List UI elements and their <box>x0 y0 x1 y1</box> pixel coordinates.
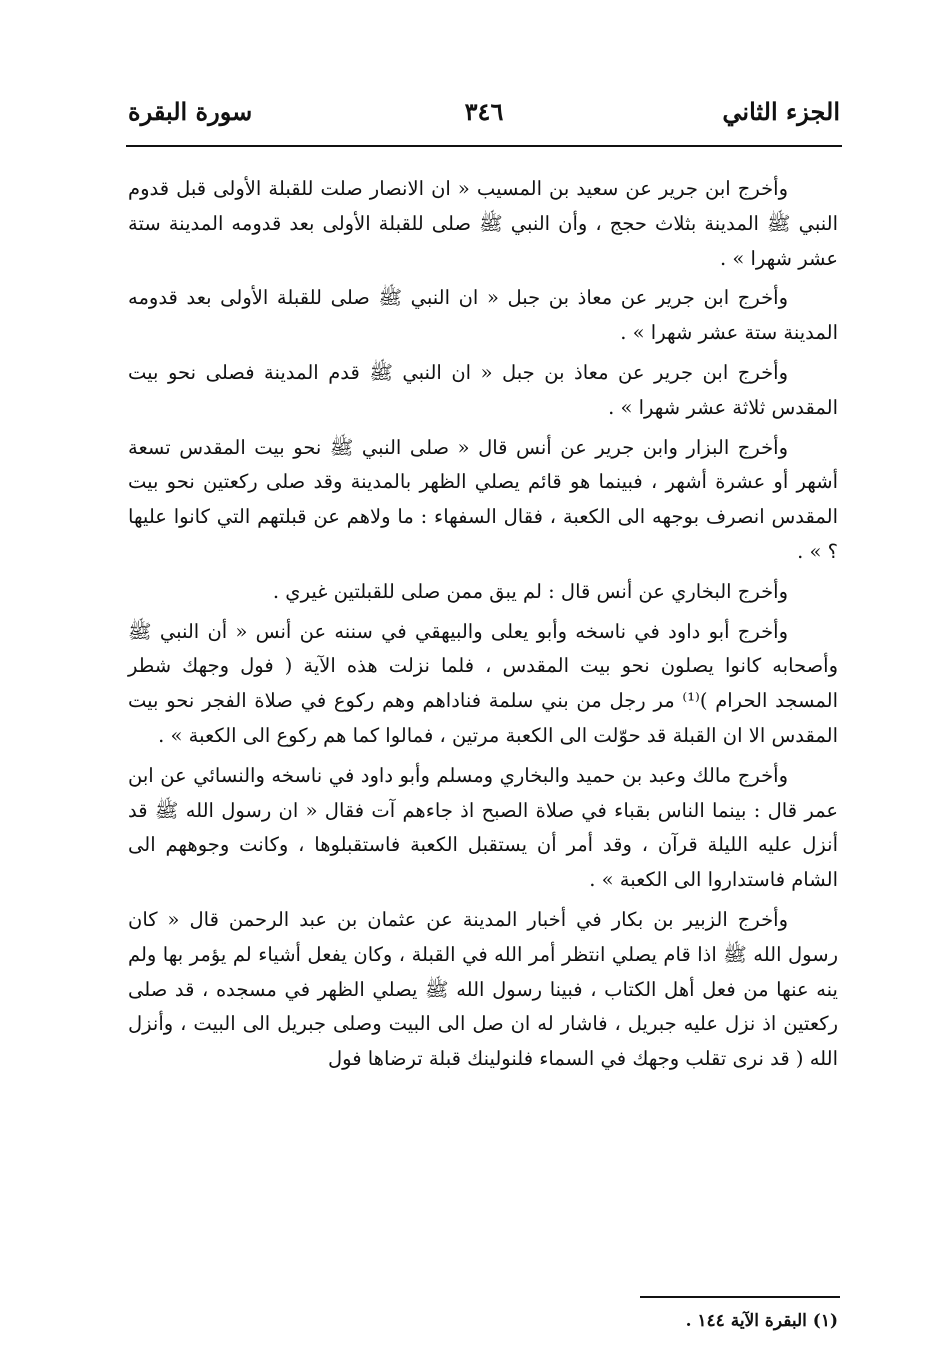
paragraph: وأخرج الزبير بن بكار في أخبار المدينة عن عثمان بن عبد الرحمن قال « كان رسول الله ﷺ اذا قام يصلي انتظر أمر الله في القبلة ، وكان يفعل أشياء لم يؤمر بها ولم ينه عنها من فعل أهل الكتاب ، فبينا رسول الله ﷺ يصلي الظهر في مسجده ، قد صلى ركعتين اذ نزل عليه جبريل ، فاشار له ان صل الى البيت وصلى جبريل الى البيت ، وأنزل الله ( قد نرى تقلب وجهك في السماء فلنولينك قبلة ترضاها فول <box>128 907 838 1071</box>
paragraph: وأخرج البزار وابن جرير عن أنس قال « صلى النبي ﷺ نحو بيت المقدس تسعة أشهر أو عشرة أشهر ، فبينما هو قائم يصلي الظهر بالمدينة وقد صلى ركعتين نحو بيت المقدس انصرف بوجهه الى الكعبة ، فقال السفهاء : ما ولاهم عن قبلتهم التي كانوا عليها ؟ » . <box>128 435 838 563</box>
paragraph: وأخرج أبو داود في ناسخه وأبو يعلى والبيهقي في سننه عن أنس « أن النبي ﷺ وأصحابه كانوا يصلون نحو بيت المقدس ، فلما نزلت هذه الآية ( فول وجهك شطر المسجد الحرام )⁽¹⁾ مر رجل من بني سلمة فناداهم وهم ركوع في صلاة الفجر نحو بيت المقدس الا ان القبلة قد حوّلت الى الكعبة مرتين ، فمالوا كما هم ركوع الى الكعبة » . <box>128 619 838 747</box>
part-title: الجزء الثاني <box>722 97 840 126</box>
paragraph: وأخرج ابن جرير عن معاذ بن جبل « ان النبي ﷺ قدم المدينة فصلى نحو بيت المقدس ثلاثة عشر شهرا » . <box>128 360 838 419</box>
footnote-rule <box>640 1296 840 1298</box>
paragraph: وأخرج ابن جرير عن معاذ بن جبل « ان النبي ﷺ صلى للقبلة الأولى بعد قدومه المدينة ستة عشر شهرا » . <box>128 286 838 345</box>
paragraph: وأخرج مالك وعبد بن حميد والبخاري ومسلم وأبو داود في ناسخه والنسائي عن ابن عمر قال : بينما الناس بقباء في صلاة الصبح اذ جاءهم آت فقال « ان رسول الله ﷺ قد أنزل عليه الليلة قرآن ، وقد أمر أن يستقبل الكعبة فاستقبلوها ، وكانت وجوههم الى الشام فاستداروا الى الكعبة » . <box>128 763 838 892</box>
surah-title: سورة البقرة <box>128 97 253 126</box>
main-text <box>128 172 838 1082</box>
paragraph: وأخرج البخاري عن أنس قال : لم يبق ممن صلى للقبلتين غيري . <box>272 579 788 603</box>
running-header <box>128 92 840 136</box>
footnote: (١) البقرة الآية ١٤٤ . <box>685 1311 838 1331</box>
header-rule <box>126 145 842 147</box>
page-number: ٣٤٦ <box>464 97 504 126</box>
paragraph: وأخرج ابن جرير عن سعيد بن المسيب « ان الانصار صلت للقبلة الأولى قبل قدوم النبي ﷺ المدينة بثلاث حجج ، وأن النبي ﷺ صلى للقبلة الأولى بعد قدومه المدينة ستة عشر شهرا » . <box>128 177 838 270</box>
